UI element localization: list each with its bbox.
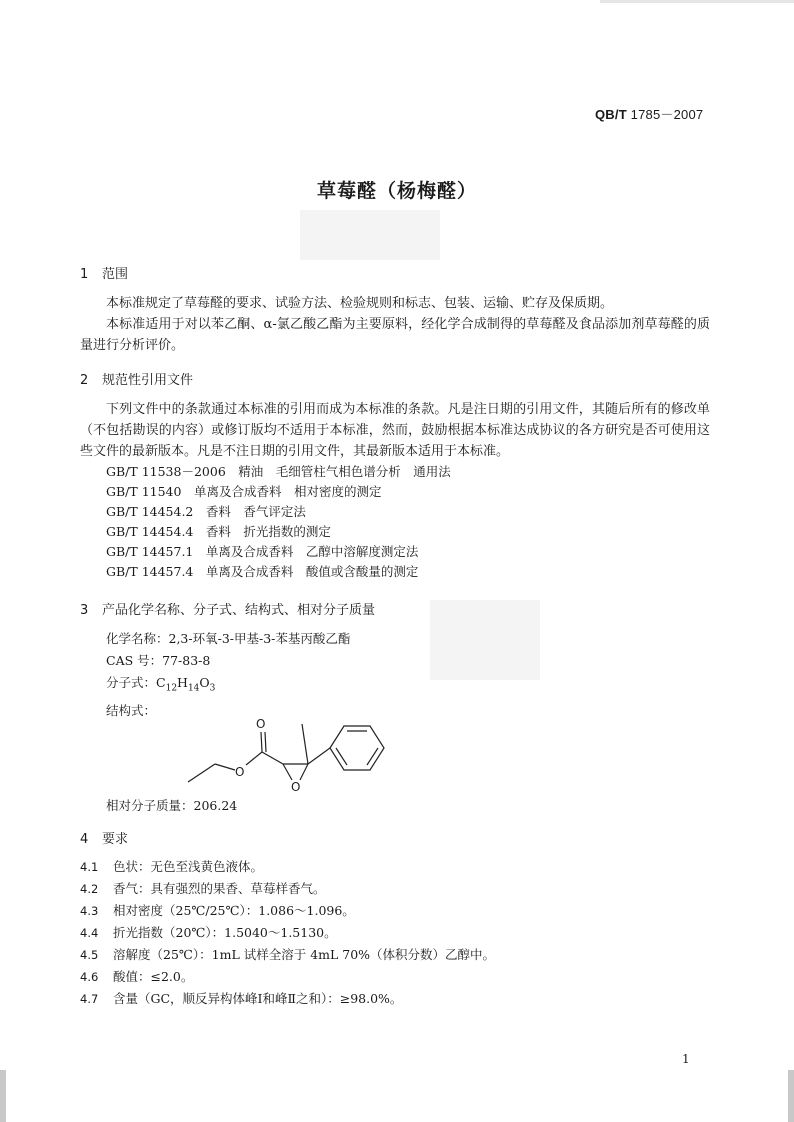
section-number: 1 — [80, 267, 89, 282]
requirement-item — [80, 988, 495, 1010]
document-title: 草莓醛（杨梅醛） — [316, 180, 477, 202]
atom-label-o: O — [256, 717, 266, 731]
paragraph: 下列文件中的条款通过本标准的引用而成为本标准的条款。凡是注日期的引用文件，其随后所有的修改单（不包括勘误的内容）或修订版均不适用于本标准，然而，鼓励根据本标准达成协议的各方研究是否可使用这些文件的最新版本。凡是不注日期的引用文件，其最新版本适用于本标准。 — [80, 402, 710, 459]
requirement-item — [80, 878, 495, 900]
chemical-info — [106, 628, 350, 722]
item-text: 色状：无色至浅黄色液体。 — [113, 859, 264, 874]
double-bond — [261, 732, 262, 752]
item-number: 4.3 — [80, 904, 99, 918]
paragraph: 本标准适用于对以苯乙酮、α-氯乙酸乙酯为主要原料，经化学合成制得的草莓醛及食品添加剂草莓醛的质量进行分析评价。 — [80, 317, 710, 353]
item-text: 含量（GC，顺反异构体峰Ⅰ和峰Ⅱ之和）：≥98.0%。 — [113, 991, 403, 1006]
atom-label-o: O — [235, 765, 245, 779]
section-1-body — [80, 293, 710, 356]
bond — [215, 764, 235, 770]
section-number: 3 — [80, 603, 89, 618]
item-number: 4.4 — [80, 926, 99, 940]
double-bond — [265, 732, 266, 752]
scan-smudge — [430, 600, 540, 680]
bond — [188, 764, 215, 782]
page-number: 1 — [682, 1052, 690, 1066]
element-c: C — [156, 675, 166, 690]
section-title: 产品化学名称、分子式、结构式、相对分子质量 — [102, 603, 376, 618]
item-text: 溶解度（25℃）：1mL 试样全溶于 4mL 70%（体积分数）乙醇中。 — [113, 947, 496, 962]
structural-formula-diagram — [180, 712, 390, 792]
scan-edge-left — [0, 1070, 6, 1122]
section-1-heading — [80, 263, 128, 282]
molecular-formula — [106, 672, 350, 700]
bond — [283, 764, 292, 780]
element-o: O — [199, 675, 210, 690]
reference-item: GB/T 14454.4 香料 折光指数的测定 — [106, 524, 331, 539]
paragraph: 本标准规定了草莓醛的要求、试验方法、检验规则和标志、包装、运输、贮存及保质期。 — [106, 296, 614, 311]
formula-label: 分子式： — [106, 675, 157, 690]
requirements-list — [80, 856, 495, 1010]
element-h: H — [177, 675, 188, 690]
chemical-name: 化学名称：2,3-环氧-3-甲基-3-苯基丙酸乙酯 — [106, 631, 351, 646]
item-number: 4.5 — [80, 948, 99, 962]
item-text: 酸值：≤2.0。 — [113, 969, 194, 984]
standard-code-prefix: QB/T — [595, 107, 627, 122]
count-c: 12 — [165, 683, 178, 694]
item-number: 4.2 — [80, 882, 99, 896]
bond — [262, 752, 283, 764]
structure-label: 结构式： — [106, 702, 157, 718]
molecular-weight: 相对分子质量：206.24 — [106, 798, 238, 813]
section-title: 要求 — [102, 832, 129, 847]
count-h: 14 — [187, 683, 200, 694]
reference-item: GB/T 14457.4 单离及合成香料 酸值或含酸量的测定 — [106, 564, 419, 579]
item-number: 4.1 — [80, 860, 99, 874]
standard-code — [595, 104, 703, 123]
reference-item: GB/T 14457.1 单离及合成香料 乙醇中溶解度测定法 — [106, 544, 419, 559]
section-number: 2 — [80, 373, 89, 388]
standard-code-number: 1785－2007 — [630, 107, 704, 122]
requirement-item — [80, 922, 495, 944]
cas-number: CAS 号：77-83-8 — [106, 653, 211, 668]
bond — [302, 724, 308, 764]
reference-item: GB/T 11538－2006 精油 毛细管柱气相色谱分析 通用法 — [106, 464, 451, 479]
scan-smudge — [300, 210, 440, 260]
count-o: 3 — [209, 683, 216, 694]
section-3-heading — [80, 599, 375, 618]
bond — [300, 764, 308, 780]
scan-edge-top — [600, 0, 794, 3]
section-2-intro — [80, 399, 710, 462]
reference-item: GB/T 11540 单离及合成香料 相对密度的测定 — [106, 484, 382, 499]
section-title: 规范性引用文件 — [102, 373, 194, 388]
reference-list — [106, 462, 451, 582]
item-text: 香气：具有强烈的果香、草莓样香气。 — [113, 881, 326, 896]
item-text: 折光指数（20℃）：1.5040～1.5130。 — [113, 925, 337, 940]
scan-edge-right — [788, 1070, 794, 1122]
bond — [246, 752, 262, 765]
item-number: 4.6 — [80, 970, 99, 984]
double-bond — [367, 748, 378, 765]
bond — [308, 748, 330, 764]
benzene-ring — [330, 726, 384, 770]
item-text: 相对密度（25℃/25℃）：1.086～1.096。 — [113, 903, 355, 918]
atom-label-o: O — [291, 780, 301, 792]
requirement-item — [80, 944, 495, 966]
double-bond — [336, 748, 347, 765]
requirement-item — [80, 900, 495, 922]
requirement-item — [80, 856, 495, 878]
reference-item: GB/T 14454.2 香料 香气评定法 — [106, 504, 306, 519]
section-title: 范围 — [102, 267, 129, 282]
requirement-item — [80, 966, 495, 988]
section-4-heading — [80, 828, 128, 847]
item-number: 4.7 — [80, 992, 99, 1006]
section-2-heading — [80, 369, 193, 388]
section-number: 4 — [80, 832, 89, 847]
